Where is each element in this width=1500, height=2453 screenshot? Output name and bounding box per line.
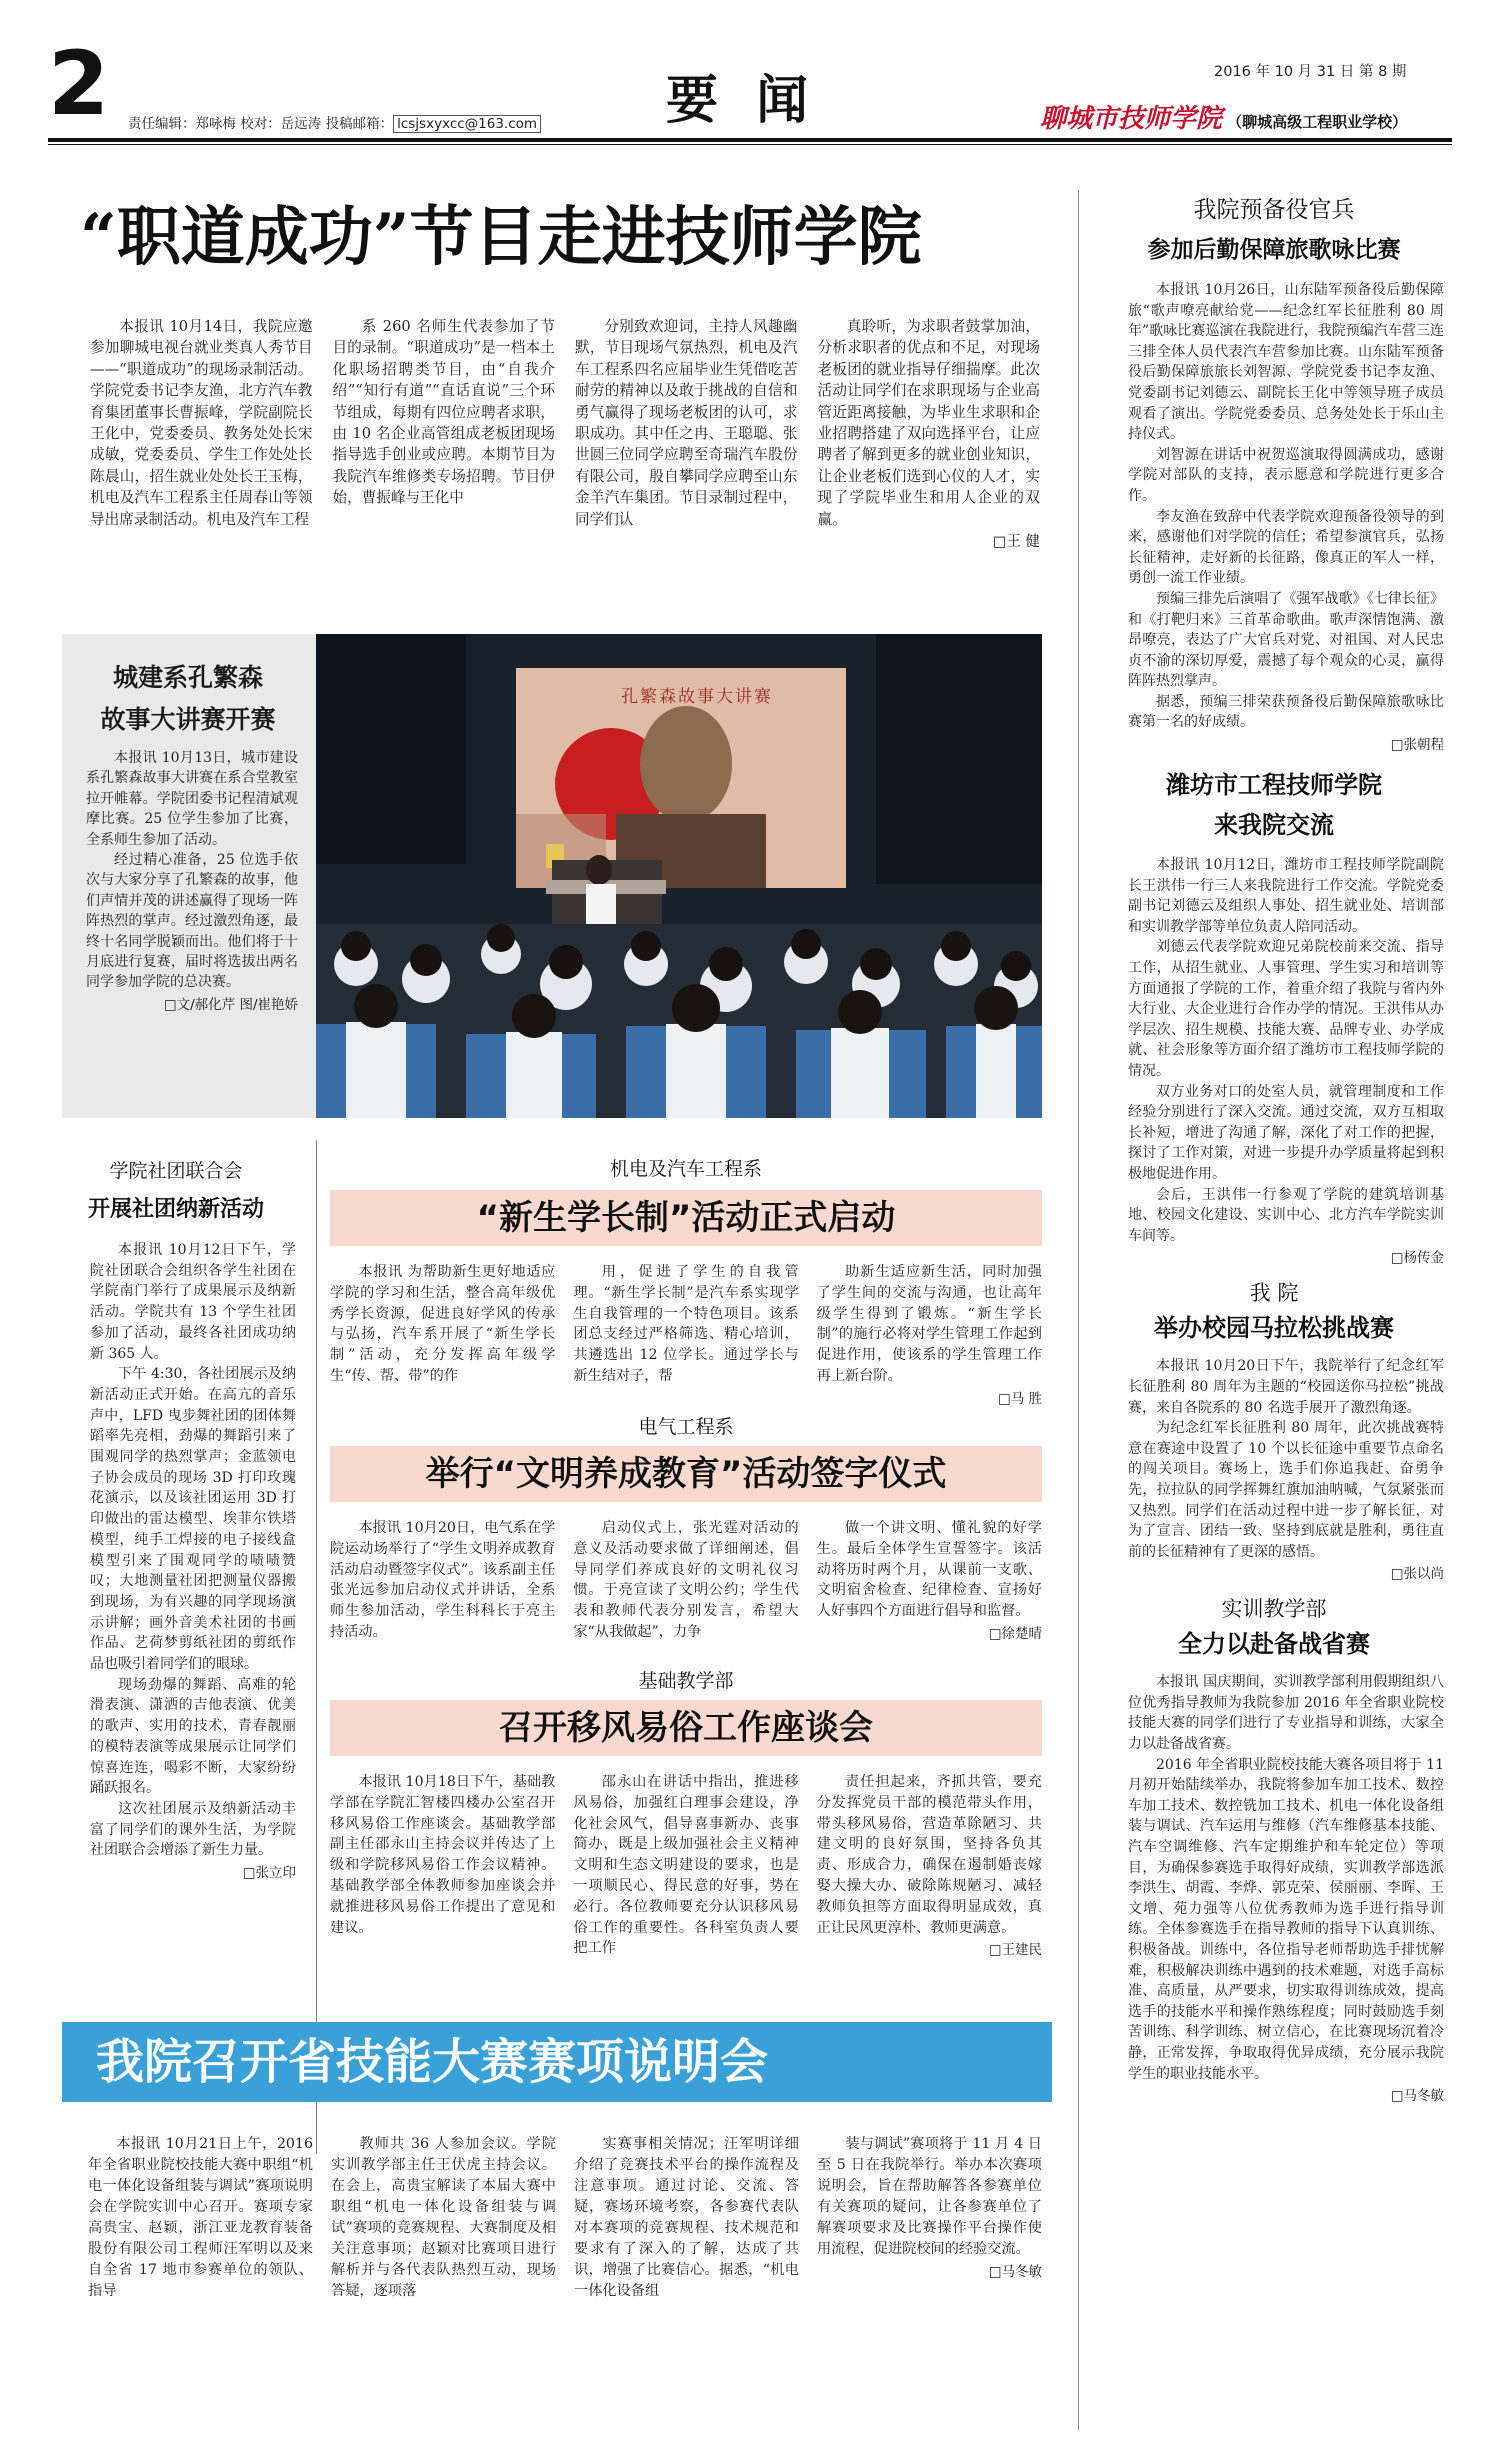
editor-info <box>128 112 541 132</box>
sidebar-signature: □杨传金 <box>1390 1250 1444 1267</box>
bottom-story-body <box>88 2134 1042 2302</box>
sidebar-para: 2016 年全省职业院校技能大赛各项目将于 11 月初开始陆续举办，我院将参加车加工技术、数控车加工技术、数控铣加工技术、机电一体化设备组装与调试、汽车运用与维修（汽车维修基本技能、汽车空调维修、汽车定期维护和车轮定位）等项目，为确保参赛选手取得好成绩，实训教学部选派李洪生、胡霞、李烨、郭克荣、侯丽丽、李晖、王文增、苑力强等八位优秀教师为选手进行指导训练。全体参赛选手在指导教师的指导下认真训练、积极备战。训练中，各位指导老师帮助选手排忧解难，积极解决训练中遇到的技术难题，对选手高标准、高质量，从严要求，切实取得训练成效，提高选手的技能水平和操作熟练程度；同时鼓励选手刻苦训练、科学训练、树立信心，在比赛现场沉着冷静，正常发挥，争取取得优异成绩，充分展示我院学生的职业技能水平。 <box>1128 1756 1444 2082</box>
story-signature: □徐楚晴 <box>988 1625 1042 1642</box>
story-col: 邵永山在讲话中指出，推进移风易俗，加强红白理事会建设，净化社会风气，倡导喜事新办、丧事简办，既是上级加强社会主义精神文明和生态文明建设的要求，也是一项顺民心、得民意的好事，势在必行。各位教师要充分认识移风易俗工作的重要性。各科室负责人要把工作 <box>573 1774 799 1957</box>
school-logo <box>1040 98 1407 135</box>
sidebar-para: 本报讯 10月20日下午，我院举行了纪念红军长征胜利 80 周年为主题的“校园送你马拉松”挑战赛，来自各院系的 80 名选手展开了激烈角逐。 <box>1128 1358 1444 1416</box>
sidebar-para: 本报讯 国庆期间，实训教学部利用假期组织八位优秀指导教师为我院参加 2016 年全省职业院校技能大赛的同学们进行了专业指导和训练，大家全力以赴备战省赛。 <box>1128 1674 1444 1753</box>
story-kicker: 基础教学部 <box>638 1670 734 1692</box>
story-title-banner: “新生学长制”活动正式启动 <box>330 1190 1042 1246</box>
sidebar-story-kicker: 实训教学部 <box>1221 1597 1327 1622</box>
story-signature: □王建民 <box>988 1942 1042 1959</box>
photo-story-title-1: 城建系孔繁森 <box>112 663 263 692</box>
club-para: 这次社团展示及纳新活动丰富了同学们的课外生活，为学院社团联合会增添了新生力量。 <box>90 1800 296 1859</box>
story-col: 本报讯 10月18日下午，基础教学部在学院汇智楼四楼办公室召开移风易俗工作座谈会。基础教学部副主任邵永山主持会议并传达了上级和学院移风易俗工作会议精神。基础教学部全体教师参加座谈会并就推进移风易俗工作提出了意见和建议。 <box>330 1774 556 1936</box>
event-photo <box>316 634 1042 1118</box>
story-body <box>330 1518 1042 1643</box>
story-col: 启动仪式上，张光霆对活动的意义及活动要求做了详细阐述，倡导同学们养成良好的文明礼仪习惯。于亮宣读了文明公约；学生代表和教师代表分别发言，希望大家“从我做起”，力争 <box>573 1520 799 1640</box>
bottom-story-signature: □马冬敏 <box>988 2264 1042 2280</box>
sidebar-para: 为纪念红军长征胜利 80 周年，此次挑战赛特意在赛途中设置了 10 个以长征途中重要节点命名的闯关项目。赛场上，选手们你追我赶、奋勇争先，拉拉队的同学挥舞红旗加油呐喊，气氛紧张而又热烈。同学们在活动过程中进一步了解长征，对为了宣言、团结一致、坚持到底就是胜利，勇往直前的长征精神有了更深的感悟。 <box>1128 1420 1444 1560</box>
story-col: 助新生适应新生活，同时加强了学生间的交流与沟通，也让高年级学生得到了锻炼。“新生学长制”的施行必将对学生管理工作起到促进作用，使该系的学生管理工作再上新台阶。 <box>816 1264 1042 1384</box>
story-body <box>330 1772 1042 1959</box>
story-kicker: 电气工程系 <box>638 1416 734 1438</box>
column-divider <box>1078 190 1079 2430</box>
sidebar-para: 李友渔在致辞中代表学院欢迎预备役领导的到来，感谢他们对学院的信任；希望参演官兵，弘扬长征精神，走好新的长征路，像真正的军人一样，勇创一流工作业绩。 <box>1128 508 1444 587</box>
sidebar-para: 刘智源在讲话中祝贺巡演取得圆满成功，感谢学院对部队的支持，表示愿意和学院进行更多合作。 <box>1128 446 1444 504</box>
bottom-story-col: 教师共 36 人参加会议。学院实训教学部主任王伏虎主持会议。在会上，高贵宝解读了本届大赛中职组“机电一体化设备组装与调试”赛项的竞赛规程、大赛制度及相关注意事项；赵颖对比赛项目进行解析并与各代表队热烈互动，现场答疑，逐项落 <box>331 2136 556 2299</box>
club-story-body <box>90 1240 296 1881</box>
photo-story-signature: □文/郝化芹 图/崔艳娇 <box>163 996 298 1013</box>
sidebar-para: 预编三排先后演唱了《强军战歌》《七律长征》和《打靶归来》三首革命歌曲。歌声深情饱满、激昂嘹亮，表达了广大官兵对党、对祖国、对人民忠贞不渝的深切厚爱，震撼了每个观众的心灵，赢得阵阵热烈掌声。 <box>1128 590 1444 690</box>
club-signature: □张立印 <box>242 1865 296 1882</box>
header-rule-thin <box>48 144 1452 145</box>
sidebar-story-title: 举办校园马拉松挑战赛 <box>1154 1314 1394 1343</box>
photo-story-para-1: 本报讯 10月13日，城市建设系孔繁森故事大讲赛在系合堂教室拉开帷幕。学院团委书记程清斌观摩比赛。25 位学生参加了比赛，全系师生参加了活动。 <box>86 750 298 848</box>
projector-caption: 孔繁森故事大讲赛 <box>621 687 773 707</box>
bottom-story-col: 实赛事相关情况；汪军明详细介绍了竞赛技术平台的操作流程及注意事项。通过讨论、交流、答疑，赛场环境考察，各参赛代表队对本赛项的竞赛规程、技术规范和要求有了深入的了解，达成了共识，增强了比赛信心。据悉，“机电一体化设备组 <box>574 2136 799 2299</box>
story-col: 本报讯 为帮助新生更好地适应学院的学习和生活，整合高年级优秀学长资源，促进良好学风的传承与弘扬，汽车系开展了“新生学长制”活动，充分发挥高年级学生“传、帮、带”的作 <box>330 1264 556 1384</box>
club-para: 本报讯 10月12日下午，学院社团联合会组织各学生社团在学院南门举行了成果展示及纳新活动。学院共有 13 个学生社团参加了活动，最终各社团成功纳新 365 人。 <box>90 1242 296 1362</box>
story-col: 做一个讲文明、懂礼貌的好学生。最后全体学生宣誓签字。该活动将历时两个月，从课前一支歌、文明宿舍检查、纪律检查、宣扬好人好事四个方面进行倡导和监督。 <box>816 1520 1042 1620</box>
main-story-body <box>90 316 1040 584</box>
club-para: 现场劲爆的舞蹈、高难的轮滑表演、潇洒的吉他表演、优美的歌声、实用的技术，青春靓丽的模特表演等成果展示让同学们惊喜连连，喝彩不断，大家纷纷踊跃报名。 <box>90 1676 296 1797</box>
section-title: 要 闻 <box>666 70 819 131</box>
school-logo-text: 聊城市技师学院 <box>1040 104 1223 134</box>
sidebar-story-title: 来我院交流 <box>1214 811 1334 840</box>
bottom-story-col: 本报讯 10月21日上午，2016 年全省职业院校技能大赛中职组“机电一体化设备组装与调试”赛项说明会在学院实训中心召开。赛项专家高贵宝、赵颖，浙江亚龙教育装备股份有限公司工程师汪军明以及来自全省 17 地市参赛单位的领队、指导 <box>88 2136 313 2299</box>
main-story-col-4: 真聆听，为求职者鼓掌加油，分析求职者的优点和不足，对现场老板团的就业指导仔细揣摩。此次活动让同学们在求职现场与企业高管近距离接触，为毕业生求职和企业招聘搭建了双向选择平台，让应聘者了解到更多的就业创业知识，让企业老板们选到心仪的人才，实现了学院毕业生和用人企业的双赢。 <box>817 318 1040 528</box>
club-story-title-2: 开展社团纳新活动 <box>87 1197 264 1222</box>
sidebar-story-title: 潍坊市工程技师学院 <box>1166 771 1382 800</box>
club-story-title-1: 学院社团联合会 <box>109 1160 243 1182</box>
story-body <box>330 1262 1042 1407</box>
bottom-story-title: 我院召开省技能大赛赛项说明会 <box>96 2034 769 2090</box>
header-rule <box>48 138 1452 142</box>
story-signature: □马 胜 <box>997 1390 1042 1407</box>
story-title-banner: 举行“文明养成教育”活动签字仪式 <box>330 1446 1042 1502</box>
main-story-col-1: 本报讯 10月14日，我院应邀参加聊城电视台就业类真人秀节目——“职道成功”的现场录制活动。学院党委书记李友渔，北方汽车教育集团董事长曹振峰，学院副院长王化中，党委委员、教务处处长宋成敏，党委委员、学生工作处处长陈晨山，招生就业处处长王玉梅，机电及汽车工程系主任周春山等领导出席录制活动。机电及汽车工程 <box>90 318 313 528</box>
story-title-banner: 召开移风易俗工作座谈会 <box>330 1700 1042 1756</box>
sidebar-story-title: 我院预备役官兵 <box>1193 197 1355 223</box>
sidebar-para: 会后，王洪伟一行参观了学院的建筑培训基地、校园文化建设、实训中心、北方汽车学院实训车间等。 <box>1128 1186 1444 1244</box>
sidebar-signature: □马冬敏 <box>1390 2088 1444 2105</box>
story-col: 责任担起来，齐抓共管，要充分发挥党员干部的模范带头作用，带头移风易俗，营造革除陋习、共建文明的良好氛围，坚持各负其责、形成合力，确保在遏制婚丧嫁娶大操大办、破除陈规陋习、减轻教师负担等方面取得明显成效，真正让民风更淳朴、教师更满意。 <box>816 1774 1042 1936</box>
sidebar-signature: □张以尚 <box>1390 1566 1444 1583</box>
school-subtitle: （聊城高级工程职业学校） <box>1227 113 1408 131</box>
main-story-title: “职道成功”节目走进技师学院 <box>80 200 922 275</box>
sidebar-signature: □张朝程 <box>1390 737 1444 754</box>
sidebar-story-title: 参加后勤保障旅歌咏比赛 <box>1147 237 1401 263</box>
main-story-col-3: 分别致欢迎词，主持人风趣幽默，节目现场气氛热烈，机电及汽车工程系四名应届毕业生凭借吃苦耐劳的精神以及敢于挑战的自信和勇气赢得了现场老板团的认可，求职成功。其中任之冉、王聪聪、张世圆三位同学应聘至奇瑞汽车股份有限公司，殷自攀同学应聘至山东金羊汽车集团。节目录制过程中，同学们认 <box>575 318 798 528</box>
bottom-story-col: 装与调试”赛项将于 11 月 4 日至 5 日在我院举行。举办本次赛项说明会，旨在帮助解答各参赛单位有关赛项的疑问，让各参赛单位了解赛项要求及比赛操作平台操作使用流程，促进院校间的经验交流。 <box>817 2136 1042 2257</box>
sidebar-right <box>1096 190 1452 2104</box>
main-story-col-2: 系 260 名师生代表参加了节目的录制。“职道成功”是一档本土化职场招聘类节目，由“自我介绍”“知行有道”“直话直说”三个环节组成，每期有四位应聘者求职，由 10 名企业高管组成老板团现场指导选手创业或应聘。本期节目为我院汽车维修类专场招聘。节目伊始，曹振峰与王化中 <box>332 318 555 507</box>
sidebar-story-title: 全力以赴备战省赛 <box>1178 1630 1370 1659</box>
story-col: 用，促进了学生的自我管理。“新生学长制”是汽车系实现学生自我管理的一个特色项目。该系团总支经过严格筛选、精心培训，共遴选出 12 位学长。通过学长与新生结对子，帮 <box>573 1264 799 1384</box>
page-number: 2 <box>48 32 110 135</box>
email-address: lcsjsxyxcc@163.com <box>393 115 541 133</box>
sidebar-para: 刘德云代表学院欢迎兄弟院校前来交流、指导工作，从招生就业、人事管理、学生实习和培训等方面通报了学院的工作，着重介绍了我院与省内外大行业、大企业进行合作办学的情况。王洪伟从办学层次、招生规模、技能大赛、品牌专业、办学成就、社会形象等方面介绍了潍坊市工程技师学院的情况。 <box>1128 939 1444 1079</box>
story-kicker: 机电及汽车工程系 <box>609 1158 762 1180</box>
photo-story-para-2: 经过精心准备，25 位选手依次与大家分享了孔繁森的故事，他们声情并茂的讲述赢得了现场一阵阵热烈的掌声。经过激烈角逐，最终十名同学脱颖而出。他们将于十月底进行复赛，届时将选拔出两名同学参加学院的总决赛。 <box>86 852 298 991</box>
story-col: 本报讯 10月20日，电气系在学院运动场举行了“学生文明养成教育活动启动暨签字仪式”。该系副主任张光远参加启动仪式并讲话，全系师生参加活动，学生科科长于亮主持活动。 <box>330 1520 556 1640</box>
photo-story-title-2: 故事大讲赛开赛 <box>100 705 276 734</box>
sidebar-para: 双方业务对口的处室人员，就管理制度和工作经验分别进行了深入交流。通过交流，双方互相取长补短，增进了沟通了解，深化了对工作的把握，探讨了工作对策，对进一步提升办学质量将起到积极地促进作用。 <box>1128 1083 1444 1182</box>
photo-story-text <box>86 748 298 1013</box>
sidebar-story-kicker: 我 院 <box>1249 1281 1299 1306</box>
club-para: 下午 4:30，各社团展示及纳新活动正式开始。在高亢的音乐声中，LFD 曳步舞社团的团体舞蹈率先亮相，劲爆的舞蹈引来了围观同学的热烈掌声；金蓝领电子协会成员的现场 3D 打印玫瑰花演示，以及该社团运用 3D 打印做出的雷达模型、埃菲尔铁塔模型，纯手工焊接的电子接线盒模型引来了围观同学的啧啧赞叹；大地测量社团把测量仪器搬到现场，为有兴趣的同学现场演示讲解；画外音美术社团的书画作品、艺荷梦剪纸社团的剪纸作品也吸引着同学们的眼球。 <box>90 1366 296 1673</box>
date-issue: 2016 年 10 月 31 日 第 8 期 <box>1214 64 1407 80</box>
editor-text: 责任编辑：郑咏梅 校对：岳远涛 投稿邮箱： <box>128 116 394 132</box>
main-story-signature: □王 健 <box>992 534 1040 551</box>
sidebar-para: 本报讯 10月12日，潍坊市工程技师学院副院长王洪伟一行三人来我院进行工作交流。学院党委副书记刘德云及组织人事处、招生就业处、培训部和实训教学部等单位负责人陪同活动。 <box>1128 857 1444 935</box>
sidebar-para: 本报讯 10月26日，山东陆军预备役后勤保障旅“歌声嘹亮献给党——纪念红军长征胜利 80 周年”歌咏比赛巡演在我院进行，我院预编汽车营三连三排全体人员代表汽车营参加比赛。山东陆军预备役后勤保障旅旅长刘智源、学院党委书记李友渔、党委副书记刘德云、副院长王化中等领导班子成员观看了演出。学院党委委员、总务处处长于乐山主持仪式。 <box>1128 282 1444 443</box>
sidebar-para: 据悉，预编三排荣获预备役后勤保障旅歌咏比赛第一名的好成绩。 <box>1128 693 1444 731</box>
column-divider <box>316 1140 317 2154</box>
